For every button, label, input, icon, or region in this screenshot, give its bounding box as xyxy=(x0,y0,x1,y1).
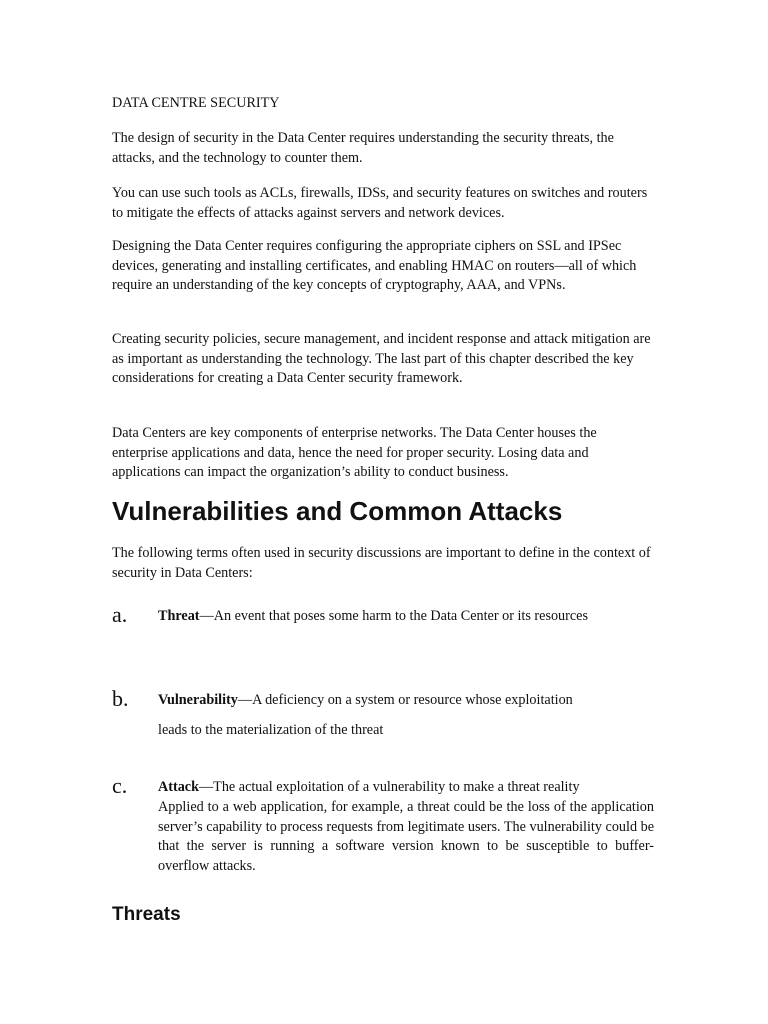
subheading-threats: Threats xyxy=(112,904,181,925)
paragraph-1: The design of security in the Data Center requires understanding the security threats, the attacks, and the technology to counter them. xyxy=(112,130,614,166)
term-vulnerability: Vulnerability xyxy=(158,692,238,708)
paragraph-3: Designing the Data Center requires configuring the appropriate ciphers on SSL and IPSec devices, generating and installing certificates, and enabling HMAC on routers—all of which require an understanding of the key concepts of cryptography, AAA, and VPNs. xyxy=(112,238,637,293)
list-item-vulnerability xyxy=(158,691,654,711)
intro-paragraph: The following terms often used in security discussions are important to define in the context of security in Data Centers: xyxy=(112,545,651,581)
list-marker-a: a. xyxy=(112,602,128,627)
definition-vulnerability: —A deficiency on a system or resource whose exploitation xyxy=(237,692,573,708)
document-title: DATA CENTRE SECURITY xyxy=(112,95,280,111)
paragraph-5: Data Centers are key components of enterprise networks. The Data Center houses the enterprise applications and data, hence the need for proper security. Losing data and applications can impact the organization’s ability to conduct business. xyxy=(112,425,597,480)
definition-attack-continuation: Applied to a web application, for example, a threat could be the loss of the application server’s capability to process requests from legitimate users. The vulnerability could be that the server is running a software version known to be susceptible to buffer-overflow attacks. xyxy=(158,799,654,874)
list-item-threat xyxy=(158,607,654,627)
list-marker-c: c. xyxy=(112,773,128,798)
paragraph-4: Creating security policies, secure management, and incident response and attack mitigation are as important as understanding the technology. The last part of this chapter described the key considerations for creating a Data Center security framework. xyxy=(112,331,651,386)
definition-vulnerability-continuation: leads to the materialization of the threat xyxy=(158,722,384,738)
term-threat: Threat xyxy=(158,608,200,624)
paragraph-2: You can use such tools as ACLs, firewalls, IDSs, and security features on switches and routers to mitigate the effects of attacks against servers and network devices. xyxy=(112,185,648,221)
term-attack: Attack xyxy=(158,779,199,795)
section-heading: Vulnerabilities and Common Attacks xyxy=(112,496,563,526)
definition-attack: —The actual exploitation of a vulnerability to make a threat reality xyxy=(198,779,580,795)
list-item-attack xyxy=(158,778,654,798)
definition-threat: —An event that poses some harm to the Data Center or its resources xyxy=(199,608,588,624)
list-marker-b: b. xyxy=(112,686,129,711)
